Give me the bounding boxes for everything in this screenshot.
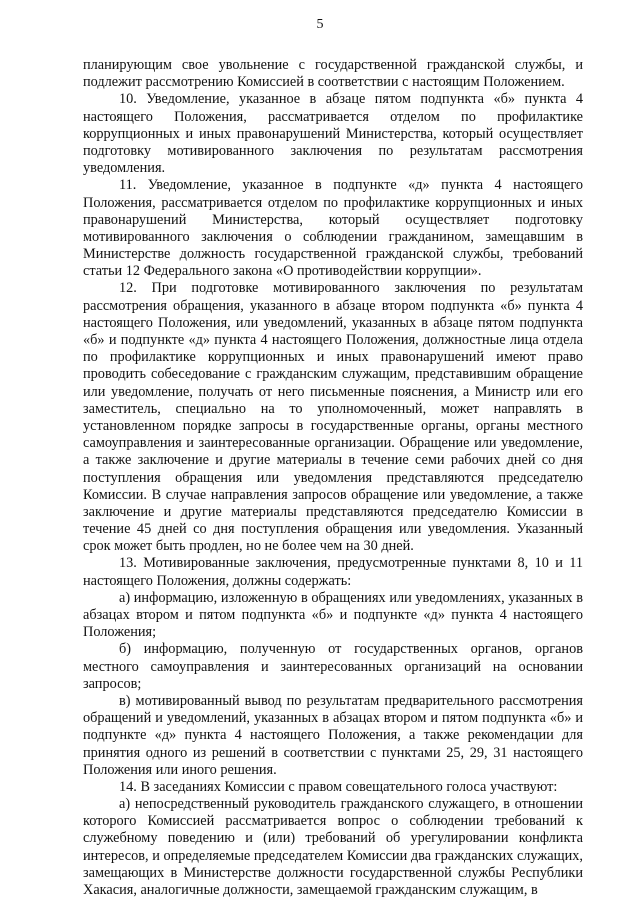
paragraph-item-13: 13. Мотивированные заключения, предусмотренные пунктами 8, 10 и 11 настоящего Положения, должны содержать: <box>83 555 583 589</box>
paragraph-item-13-b: б) информацию, полученную от государственных органов, органов местного самоуправления и заинтересованных организаций на основании запросов; <box>83 641 583 692</box>
paragraph-continuation: планирующим свое увольнение с государственной гражданской службы, и подлежит рассмотрению Комиссией в соответствии с настоящим Положением. <box>83 57 583 91</box>
page-number: 5 <box>316 17 324 32</box>
paragraph-item-10: 10. Уведомление, указанное в абзаце пятом подпункта «б» пункта 4 настоящего Положения, рассматривается отделом по профилактике коррупционных и иных правонарушений Министерства, который осуществляет подготовку мотивированного заключения по результатам рассмотрения уведомления. <box>83 91 583 177</box>
document-body <box>83 57 583 899</box>
paragraph-item-13-v: в) мотивированный вывод по результатам предварительного рассмотрения обращений и уведомлений, указанных в абзацах втором и пятом подпункта «б» и подпункте «д» пункта 4 настоящего Положения, а также рекомендации для принятия одного из решений в соответствии с пунктами 25, 29, 31 настоящего Положения или иного решения. <box>83 692 583 778</box>
paragraph-item-14-a: а) непосредственный руководитель гражданского служащего, в отношении которого Комиссией рассматривается вопрос о соблюдении требований к служебному поведению и (или) требований об урегулировании конфликта интересов, и определяемые председателем Комиссии два гражданских служащих, замещающих в Министерстве должности государственной службы Республики Хакасия, аналогичные должности, замещаемой гражданским служащим, в <box>83 796 583 898</box>
paragraph-item-14: 14. В заседаниях Комиссии с правом совещательного голоса участвуют: <box>119 778 558 795</box>
paragraph-item-12: 12. При подготовке мотивированного заключения по результатам рассмотрения обращения, указанного в абзаце втором подпункта «б» пункта 4 настоящего Положения, или уведомлений, указанных в абзаце пятом подпункта «б» и подпункте «д» пункта 4 настоящего Положения, должностные лица отдела по профилактике коррупционных и иных правонарушений имеют право проводить собеседование с гражданским служащим, представившим обращение или уведомление, получать от него письменные пояснения, а Министр или его заместитель, специально на то уполномоченный, может направлять в установленном порядке запросы в государственные органы, органы местного самоуправления и заинтересованные организации. Обращение или уведомление, а также заключение и другие материалы в течение семи рабочих дней со дня поступления обращения или уведомления представляются председателю Комиссии. В случае направления запросов обращение или уведомление, а также заключение и другие материалы представляются председателю Комиссии в течение 45 дней со дня поступления обращения или уведомления. Указанный срок может быть продлен, но не более чем на 30 дней. <box>83 280 583 555</box>
paragraph-item-11: 11. Уведомление, указанное в подпункте «д» пункта 4 настоящего Положения, рассматривается отделом по профилактике коррупционных и иных правонарушений Министерства, который осуществляет подготовку мотивированного заключения о соблюдении гражданином, замещавшим в Министерстве должность государственной гражданской службы, требований статьи 12 Федерального закона «О противодействии коррупции». <box>83 177 583 280</box>
paragraph-item-13-a: а) информацию, изложенную в обращениях или уведомлениях, указанных в абзацах втором и пятом подпункта «б» и подпункте «д» пункта 4 настоящего Положения; <box>83 589 583 641</box>
